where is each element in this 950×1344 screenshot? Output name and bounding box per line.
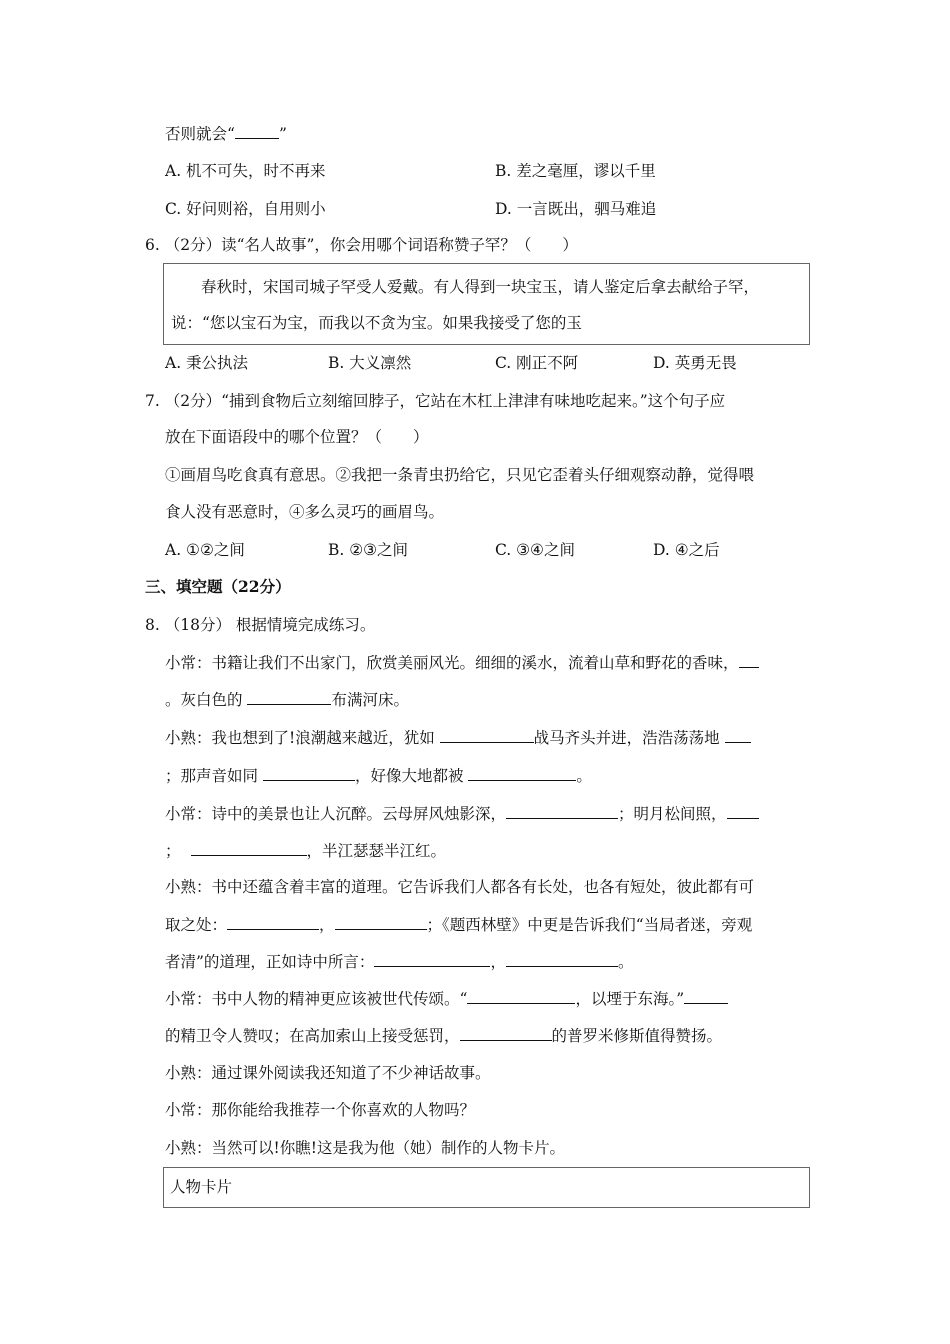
q7-option-a[interactable]: A. ①②之间 (165, 541, 245, 559)
q8-line-13: 小常：那你能给我推荐一个你喜欢的人物吗？ (165, 1101, 476, 1119)
answer-blank[interactable] (460, 1024, 552, 1041)
character-card-title: 人物卡片 (170, 1178, 233, 1196)
section-3-title: 三、填空题（22分） (145, 577, 291, 596)
q8-line-2-text-b: 布满河床。 (331, 691, 409, 709)
q8-line-8-text-b: ， (319, 916, 335, 934)
answer-blank[interactable] (247, 688, 331, 705)
q8-line-3 (165, 726, 751, 749)
q8-line-4-text-c: 。 (576, 767, 592, 785)
q6-option-d[interactable]: D. 英勇无畏 (653, 354, 737, 372)
q8-line-10 (165, 987, 728, 1010)
q5-option-b[interactable]: B. 差之毫厘，谬以千里 (495, 162, 656, 180)
q7-stem-2: 放在下面语段中的哪个位置？（ ） (165, 428, 429, 446)
q5-option-a[interactable]: A. 机不可失，时不再来 (165, 162, 326, 180)
q5-tail (165, 122, 287, 145)
q8-line-4-text-a: ；那声音如同 (165, 767, 263, 785)
q7-option-d[interactable]: D. ④之后 (653, 541, 720, 559)
answer-blank[interactable] (227, 913, 319, 930)
q7-option-c[interactable]: C. ③④之间 (495, 541, 575, 559)
q8-line-9 (165, 950, 633, 973)
q8-line-6 (165, 839, 446, 862)
answer-blank[interactable] (506, 950, 618, 967)
answer-blank[interactable] (440, 726, 534, 743)
q8-line-4 (165, 764, 592, 787)
q6-option-b[interactable]: B. 大义凛然 (328, 354, 412, 372)
q8-line-2-text-a: 。灰白色的 (165, 691, 248, 709)
q6-stem: 6. （2分）读“名人故事”，你会用哪个词语称赞子罕？（ ） (145, 236, 578, 254)
q8-line-12: 小熟：通过课外阅读我还知道了不少神话故事。 (165, 1064, 491, 1082)
answer-blank[interactable] (191, 839, 307, 856)
q6-story-line-1: 春秋时，宋国司城子罕受人爱戴。有人得到一块宝玉，请人鉴定后拿去献给子罕， (201, 278, 760, 296)
q5-option-c[interactable]: C. 好问则裕，自用则小 (165, 200, 326, 218)
answer-blank[interactable] (263, 764, 355, 781)
answer-blank[interactable] (235, 122, 279, 139)
answer-blank[interactable] (374, 950, 490, 967)
q8-line-10-text-b: ，以堙于东海。” (575, 990, 685, 1008)
q8-line-9-text-c: 。 (617, 953, 634, 971)
answer-blank[interactable] (506, 802, 618, 819)
q8-line-7: 小熟：书中还蕴含着丰富的道理。它告诉我们人都各有长处，也各有短处，彼此都有可 (165, 878, 755, 896)
q6-option-a[interactable]: A. 秉公执法 (165, 354, 249, 372)
q7-stem-1: 7. （2分）“捕到食物后立刻缩回脖子，它站在木杠上津津有味地吃起来。”这个句子应 (145, 392, 726, 410)
answer-blank[interactable] (727, 802, 759, 819)
q8-line-5-text-b: ；明月松间照， (618, 805, 727, 823)
q8-line-6-text-b: ，半江瑟瑟半江红。 (306, 842, 447, 860)
q7-para-1: ①画眉鸟吃食真有意思。②我把一条青虫扔给它，只见它歪着头仔细观察动静，觉得喂 (165, 466, 755, 484)
q5-option-d[interactable]: D. 一言既出，驷马难追 (495, 200, 657, 218)
q8-line-8 (165, 913, 752, 936)
q8-line-5 (165, 802, 759, 825)
q6-option-c[interactable]: C. 刚正不阿 (495, 354, 579, 372)
q8-line-10-text-a: 小常：书中人物的精神更应该被世代传颂。“ (165, 990, 468, 1008)
q8-line-11-text-a: 的精卫令人赞叹；在高加索山上接受惩罚， (165, 1027, 460, 1045)
q6-story-box (163, 263, 810, 345)
answer-blank[interactable] (725, 726, 751, 743)
q8-stem: 8. （18分） 根据情境完成练习。 (145, 616, 376, 634)
q7-option-b[interactable]: B. ②③之间 (328, 541, 409, 559)
q8-line-3-text-b: 战马齐头并进，浩浩荡荡地 (533, 729, 725, 747)
q8-line-9-text-b: ， (490, 953, 506, 971)
q8-line-3-text-a: 小熟：我也想到了!浪潮越来越近，犹如 (165, 729, 440, 747)
character-card-box (163, 1167, 810, 1208)
q8-line-11 (165, 1024, 722, 1047)
answer-blank[interactable] (335, 913, 427, 930)
q8-line-4-text-b: ，好像大地都被 (354, 767, 469, 785)
answer-blank[interactable] (739, 651, 759, 668)
q6-story-line-2: 说：“您以宝石为宝，而我以不贪为宝。如果我接受了您的玉 (171, 314, 582, 332)
answer-blank[interactable] (467, 987, 575, 1004)
answer-blank[interactable] (684, 987, 728, 1004)
answer-blank[interactable] (468, 764, 576, 781)
q8-line-5-text-a: 小常：诗中的美景也让人沉醉。云母屏风烛影深， (165, 805, 507, 823)
q8-line-6-text-a: ； (165, 842, 181, 860)
q8-line-11-text-b: 的普罗米修斯值得赞扬。 (551, 1027, 723, 1045)
q8-line-8-text-c: ；《题西林壁》中更是告诉我们“当局者迷，旁观 (426, 916, 753, 934)
q5-tail-end: ” (278, 125, 287, 143)
q8-line-8-text-a: 取之处： (165, 916, 228, 934)
q8-line-9-text-a: 者清”的道理，正如诗中所言： (165, 953, 375, 971)
q8-line-1-text: 小常：书籍让我们不出家门，欣赏美丽风光。细细的溪水，流着山草和野花的香味， (165, 654, 739, 672)
q8-line-14: 小熟：当然可以!你瞧!这是我为他（她）制作的人物卡片。 (165, 1139, 565, 1157)
q8-line-1 (165, 651, 759, 674)
q7-para-2: 食人没有恶意时，④多么灵巧的画眉鸟。 (165, 503, 445, 521)
q8-line-2 (165, 688, 409, 711)
q5-tail-text: 否则就会“ (165, 125, 235, 143)
